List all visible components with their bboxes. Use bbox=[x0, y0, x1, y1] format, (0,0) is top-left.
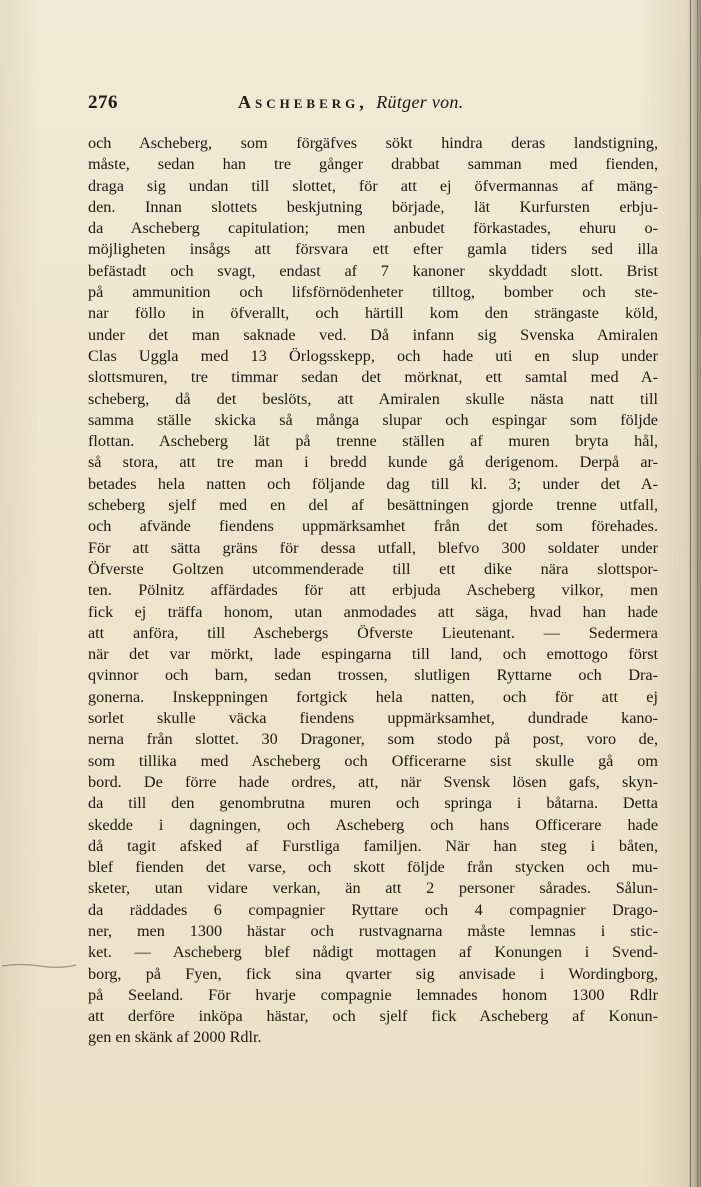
page-header bbox=[88, 92, 608, 118]
text-line: då tagit afsked af Furstliga familjen. När han steg i båten, bbox=[88, 836, 658, 855]
text-line: betades hela natten och följande dag till kl. 3; under det A- bbox=[88, 474, 658, 493]
text-line: så stora, att tre man i bredd kunde gå derigenom. Derpå ar- bbox=[88, 453, 658, 472]
text-line: ten. Pölnitz affärdades för att erbjuda Ascheberg vilkor, men bbox=[88, 581, 658, 600]
text-line: sorlet skulle väcka fiendens uppmärksamhet, dundrade kano- bbox=[88, 709, 658, 728]
text-line: sketer, utan vidare verkan, än att 2 personer sårades. Sålun- bbox=[88, 879, 658, 898]
text-line: gen en skänk af 2000 Rdlr. bbox=[88, 1028, 262, 1047]
text-line: da till den genombrutna muren och springa i båtarna. Detta bbox=[88, 794, 658, 813]
page-edge-line bbox=[690, 0, 691, 1187]
text-line: blef fienden det varse, och skott följde från stycken och mu- bbox=[88, 858, 658, 877]
text-line: Clas Uggla med 13 Örlogsskepp, och hade uti en slup under bbox=[88, 346, 658, 365]
text-line: Öfverste Goltzen utcommenderade till ett dike nära slottspor- bbox=[88, 559, 658, 578]
pencil-margin-mark bbox=[0, 960, 78, 970]
text-line: qvinnor och barn, sedan trossen, slutligen Ryttarne och Dra- bbox=[88, 666, 658, 685]
running-head-name: Ascheberg, bbox=[238, 92, 368, 112]
text-line: nerna från slottet. 30 Dragoner, som stodo på post, voro de, bbox=[88, 730, 658, 749]
text-line: slottsmuren, tre timmar sedan det mörknat, ett samtal med A- bbox=[88, 368, 658, 387]
page-edge-line bbox=[697, 0, 698, 1187]
text-line: och afvände fiendens uppmärksamhet från det som förehades. bbox=[88, 517, 658, 536]
text-line: flottan. Ascheberg lät på trenne ställen af muren bryta hål, bbox=[88, 432, 658, 451]
text-line: på Seeland. För hvarje compagnie lemnades honom 1300 Rdlr bbox=[88, 985, 658, 1004]
text-line: den. Innan slottets beskjutning började, lät Kurfursten erbju- bbox=[88, 197, 658, 216]
text-line: möjligheten insågs att försvara ett efter gamla tiders sed illa bbox=[88, 240, 658, 259]
running-head-given-name: Rütger von. bbox=[376, 92, 464, 112]
page-number: 276 bbox=[88, 92, 118, 113]
body-text bbox=[88, 133, 658, 1049]
text-line: gonerna. Inskeppningen fortgick hela natten, och för att ej bbox=[88, 687, 658, 706]
text-line: befästadt och svagt, endast af 7 kanoner skyddadt slott. Brist bbox=[88, 261, 658, 280]
text-line: da räddades 6 compagnier Ryttare och 4 compagnier Drago- bbox=[88, 900, 658, 919]
text-line: som tillika med Ascheberg och Officerarne sist skulle gå om bbox=[88, 751, 658, 770]
text-line: att anföra, till Aschebergs Öfverste Lieutenant. — Sedermera bbox=[88, 623, 658, 642]
text-line: da Ascheberg capitulation; men anbudet förkastades, ehuru o- bbox=[88, 219, 658, 238]
text-line: när det var mörkt, lade espingarna till land, och emottogo först bbox=[88, 645, 658, 664]
text-line: och Ascheberg, som förgäfves sökt hindra deras landstigning, bbox=[88, 134, 658, 152]
text-line: draga sig undan till slottet, för att ej öfvermannas af mäng- bbox=[88, 176, 658, 195]
text-line: på ammunition och lifsförnödenheter tilltog, bomber och ste- bbox=[88, 283, 658, 302]
text-line: ket. — Ascheberg blef nådigt mottagen af Konungen i Svend- bbox=[88, 943, 658, 962]
text-line: skedde i dagningen, och Ascheberg och hans Officerare hade bbox=[88, 815, 658, 834]
text-line: att derföre inköpa hästar, och sjelf fick Ascheberg af Konun- bbox=[88, 1007, 658, 1026]
text-line: under det man saknade ved. Då infann sig Svenska Amiralen bbox=[88, 325, 658, 344]
text-line: samma ställe skicka så många slupar och espingar som följde bbox=[88, 410, 658, 429]
text-line: bord. De förre hade ordres, att, när Svensk lösen gafs, skyn- bbox=[88, 772, 658, 791]
text-line: scheberg sjelf med en del af besättningen gjorde trenne utfall, bbox=[88, 496, 658, 515]
text-line: måste, sedan han tre gånger drabbat samman med fienden, bbox=[88, 155, 658, 174]
running-head bbox=[238, 92, 464, 113]
text-line: För att sätta gräns för dessa utfall, blefvo 300 soldater under bbox=[88, 538, 658, 557]
text-line: fick ej träffa honom, utan anmodades att säga, hvad han hade bbox=[88, 602, 658, 621]
text-line: borg, på Fyen, fick sina qvarter sig anvisade i Wordingborg, bbox=[88, 964, 658, 983]
text-line: nar föllo in öfverallt, och härtill kom den strängaste köld, bbox=[88, 304, 658, 323]
text-line: ner, men 1300 hästar och rustvagnarna måste lemnas i stic- bbox=[88, 921, 658, 940]
text-line: scheberg, då det beslöts, att Amiralen skulle nästa natt till bbox=[88, 389, 658, 408]
